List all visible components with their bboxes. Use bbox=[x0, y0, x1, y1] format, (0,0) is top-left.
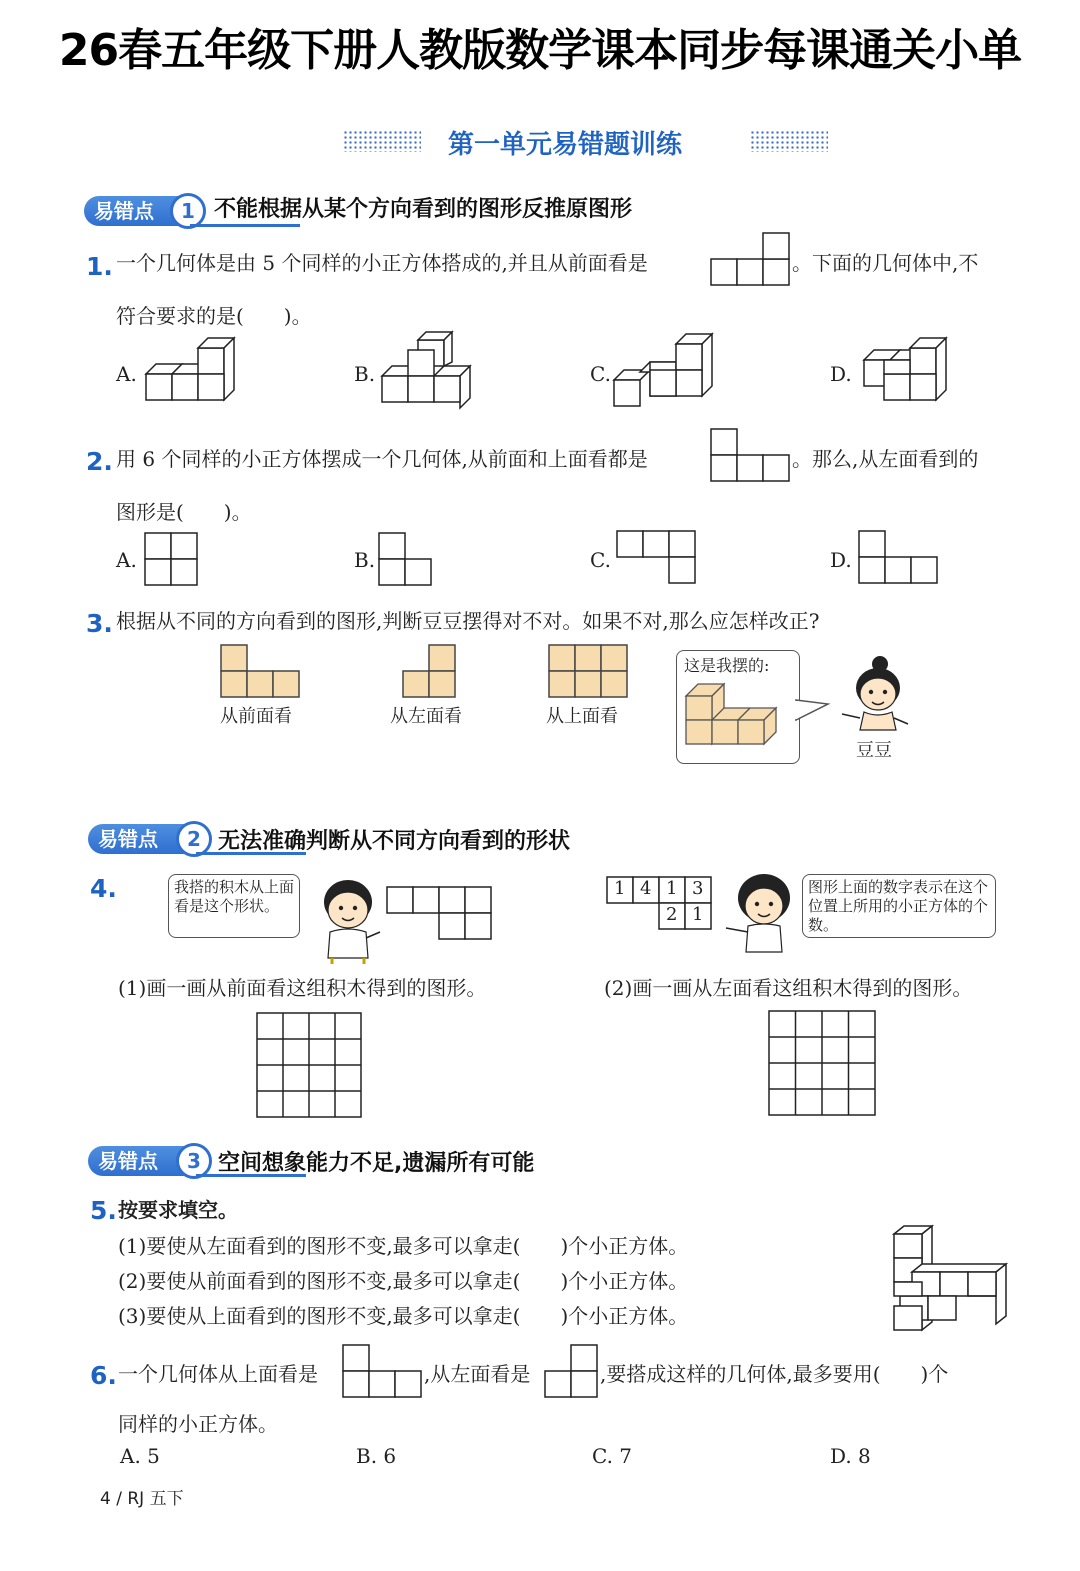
option-c-cubes[interactable] bbox=[614, 334, 724, 410]
option-c-view[interactable] bbox=[616, 530, 696, 584]
decor-dots-right bbox=[750, 130, 828, 152]
view-caption: 从左面看 bbox=[390, 706, 462, 727]
doudou-girl-illustration bbox=[834, 652, 914, 732]
front-view-shaded bbox=[220, 644, 302, 700]
option-c-label[interactable]: C. bbox=[590, 548, 611, 572]
top-view-shape bbox=[386, 886, 494, 942]
section-title: 空间想象能力不足,遗漏所有可能 bbox=[218, 1151, 535, 1176]
girl-bubble-text: 图形上面的数字表示在这个位置上所用的小正方体的个数。 bbox=[808, 878, 989, 934]
top-view-shaded bbox=[548, 644, 630, 700]
question-text: 用 6 个同样的小正方体摆成一个几何体,从前面和上面看都是 bbox=[116, 447, 648, 471]
left-view-figure bbox=[544, 1344, 600, 1398]
option-c[interactable]: C. 7 bbox=[592, 1444, 633, 1468]
boy-bubble-text: 我搭的积木从上面看是这个形状。 bbox=[174, 878, 295, 915]
decor-dots-left bbox=[343, 130, 421, 152]
option-a-label[interactable]: A. bbox=[116, 362, 137, 386]
option-d-label[interactable]: D. bbox=[830, 362, 852, 386]
fill-item[interactable]: (2)要使从前面看到的图形不变,最多可以拿走( )个小正方体。 bbox=[118, 1269, 689, 1293]
question-number: 6. bbox=[90, 1361, 117, 1390]
view-caption: 从前面看 bbox=[220, 706, 292, 727]
question-number: 3. bbox=[86, 609, 113, 638]
option-b[interactable]: B. 6 bbox=[356, 1444, 397, 1468]
option-c-label[interactable]: C. bbox=[590, 362, 611, 386]
grid-number: 3 bbox=[692, 878, 704, 899]
section-label: 易错点 bbox=[88, 1146, 198, 1176]
question-text: 一个几何体是由 5 个同样的小正方体搭成的,并且从前面看是 bbox=[116, 251, 648, 275]
option-b-label[interactable]: B. bbox=[354, 548, 376, 572]
section-label: 易错点 bbox=[84, 196, 194, 226]
view-caption: 从上面看 bbox=[546, 706, 618, 727]
question-text-line2: 同样的小正方体。 bbox=[118, 1412, 278, 1436]
left-view-shaded bbox=[402, 644, 458, 700]
section-title: 不能根据从某个方向看到的图形反推原图形 bbox=[214, 197, 633, 222]
grid-number: 2 bbox=[666, 904, 678, 925]
question-text-line2: 图形是( )。 bbox=[116, 500, 252, 524]
girl-illustration bbox=[722, 868, 802, 954]
boy-illustration bbox=[306, 874, 386, 964]
option-d-label[interactable]: D. bbox=[830, 548, 852, 572]
character-name: 豆豆 bbox=[856, 740, 892, 761]
front-top-view-figure bbox=[710, 428, 792, 482]
unit-title: 第一单元易错题训练 bbox=[448, 130, 683, 160]
option-a[interactable]: A. 5 bbox=[120, 1444, 160, 1468]
section-number: 3 bbox=[176, 1143, 212, 1179]
grid-number: 1 bbox=[692, 904, 704, 925]
option-d[interactable]: D. 8 bbox=[830, 1444, 871, 1468]
option-b-view[interactable] bbox=[378, 532, 432, 586]
fill-item[interactable]: (3)要使从上面看到的图形不变,最多可以拿走( )个小正方体。 bbox=[118, 1304, 689, 1328]
option-a-view[interactable] bbox=[144, 532, 198, 586]
page-footer: 4 / RJ 五下 bbox=[100, 1489, 184, 1509]
drawing-grid-left[interactable] bbox=[768, 1010, 878, 1116]
document-title: 26春五年级下册人教版数学课本同步每课通关小单 bbox=[58, 25, 1022, 76]
question-text-continued: ,要搭成这样的几何体,最多要用( )个 bbox=[600, 1362, 949, 1386]
doudou-cubes bbox=[686, 682, 790, 758]
question-text: 根据从不同的方向看到的图形,判断豆豆摆得对不对。如果不对,那么应怎样改正? bbox=[116, 609, 820, 633]
grid-number: 1 bbox=[666, 878, 678, 899]
grid-number: 4 bbox=[640, 878, 652, 899]
question-number: 5. bbox=[90, 1196, 117, 1225]
section-number: 2 bbox=[176, 821, 212, 857]
question-text-line2: 符合要求的是( )。 bbox=[116, 304, 312, 328]
option-b-label[interactable]: B. bbox=[354, 362, 376, 386]
question-text-continued: 。那么,从左面看到的 bbox=[792, 447, 979, 471]
option-b-cubes[interactable] bbox=[382, 334, 482, 410]
bubble-text: 这是我摆的: bbox=[684, 656, 770, 675]
question-text-continued: 。下面的几何体中,不 bbox=[792, 251, 979, 275]
question-number: 4. bbox=[90, 874, 117, 903]
question-text: 按要求填空。 bbox=[118, 1198, 238, 1222]
q5-cubes-figure bbox=[892, 1226, 1022, 1346]
top-view-figure bbox=[342, 1344, 424, 1398]
question-number: 1. bbox=[86, 252, 113, 281]
bubble-tail bbox=[796, 700, 830, 724]
question-number: 2. bbox=[86, 447, 113, 476]
section-underline bbox=[190, 224, 300, 227]
sub-question: (2)画一画从左面看这组积木得到的图形。 bbox=[604, 976, 973, 1000]
option-a-cubes[interactable] bbox=[146, 340, 246, 410]
section-title: 无法准确判断从不同方向看到的形状 bbox=[218, 829, 571, 854]
sub-question: (1)画一画从前面看这组积木得到的图形。 bbox=[118, 976, 487, 1000]
section-number: 1 bbox=[170, 193, 206, 229]
question-text-continued: ,从左面看是 bbox=[424, 1362, 531, 1386]
grid-number: 1 bbox=[614, 878, 626, 899]
option-d-cubes[interactable] bbox=[864, 338, 964, 408]
section-label: 易错点 bbox=[88, 824, 198, 854]
fill-item[interactable]: (1)要使从左面看到的图形不变,最多可以拿走( )个小正方体。 bbox=[118, 1234, 689, 1258]
question-text: 一个几何体从上面看是 bbox=[118, 1362, 318, 1386]
front-view-figure bbox=[710, 232, 792, 286]
drawing-grid-front[interactable] bbox=[256, 1012, 362, 1118]
option-a-label[interactable]: A. bbox=[116, 548, 137, 572]
option-d-view[interactable] bbox=[858, 530, 938, 584]
